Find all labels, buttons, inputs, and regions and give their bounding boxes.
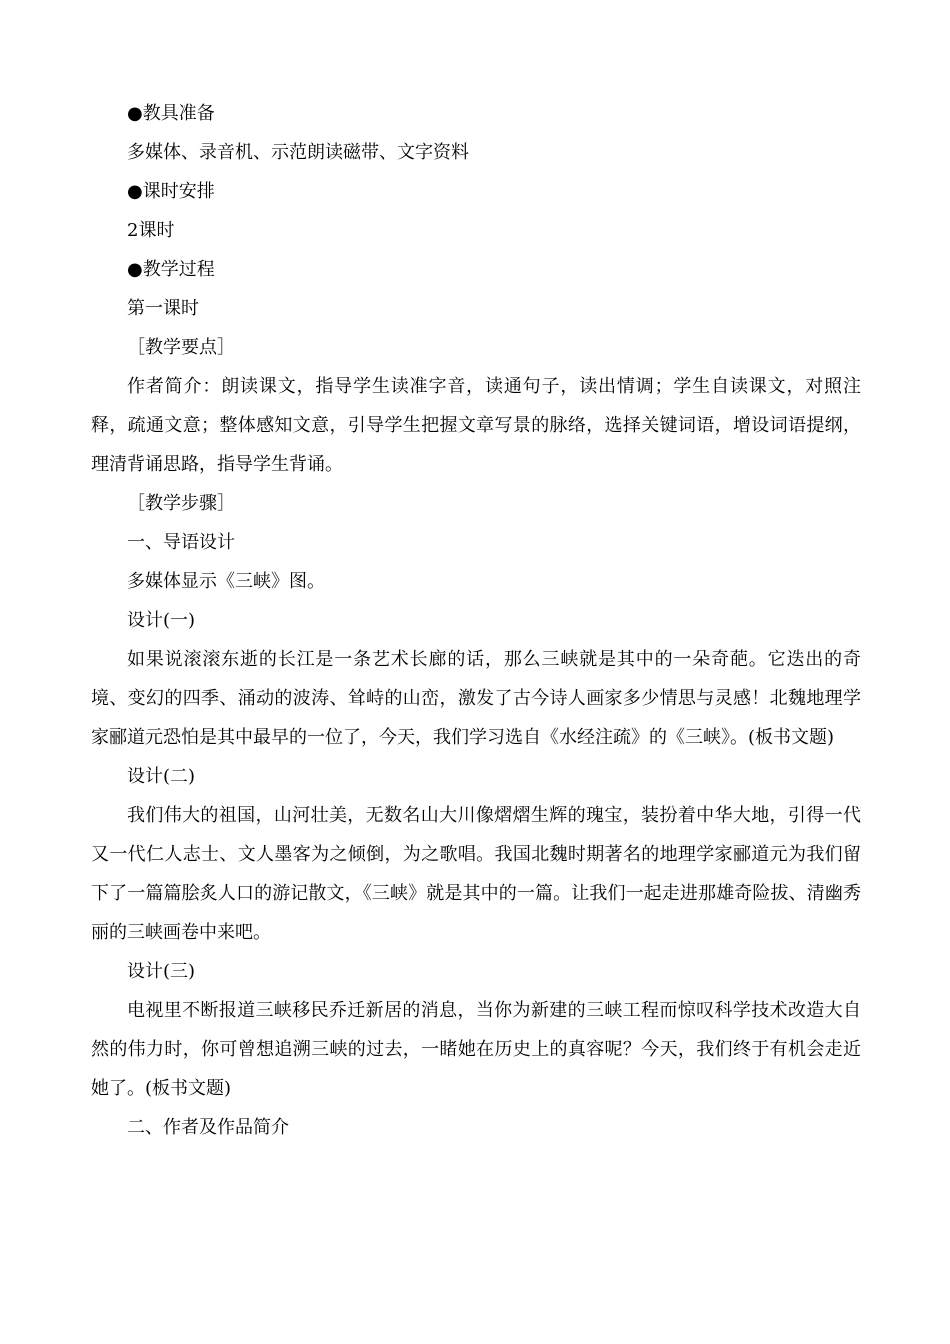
design-three-paragraph: 电视里不断报道三峡移民乔迁新居的消息，当你为新建的三峡工程而惊叹科学技术改造大自然的伟力时，你可曾想追溯三峡的过去，一睹她在历史上的真容呢？今天，我们终于有机会走近她了。(板书文题)	[91, 1000, 861, 1099]
section-author-intro: 二、作者及作品简介	[127, 1117, 289, 1138]
teaching-steps-label: ［教学步骤］	[127, 493, 235, 514]
heading-teaching-process: ●教学过程	[127, 259, 215, 280]
design-two-paragraph: 我们伟大的祖国，山河壮美，无数名山大川像熠熠生辉的瑰宝，装扮着中华大地，引得一代又一代仁人志士、文人墨客为之倾倒，为之歌唱。我国北魏时期著名的地理学家郦道元为我们留下了一篇篇脍炙人口的游记散文，《三峡》就是其中的一篇。让我们一起走进那雄奇险拔、清幽秀丽的三峡画卷中来吧。	[91, 805, 861, 943]
heading-class-hours: ●课时安排	[127, 181, 215, 202]
heading-teaching-aids: ●教具准备	[127, 103, 215, 124]
teaching-points-paragraph: 作者简介：朗读课文，指导学生读准字音，读通句子，读出情调；学生自读课文，对照注释，疏通文意；整体感知文意，引导学生把握文章写景的脉络，选择关键词语，增设词语提纲，理清背诵思路，指导学生背诵。	[91, 376, 861, 475]
multimedia-note: 多媒体显示《三峡》图。	[127, 571, 325, 592]
class-hours-value: 2课时	[127, 220, 175, 241]
design-two-label: 设计(二)	[127, 766, 196, 787]
teaching-points-label: ［教学要点］	[127, 337, 235, 358]
design-one-label: 设计(一)	[127, 610, 196, 631]
design-one-paragraph: 如果说滚滚东逝的长江是一条艺术长廊的话，那么三峡就是其中的一朵奇葩。它迭出的奇境、变幻的四季、涌动的波涛、耸峙的山峦，激发了古今诗人画家多少情思与灵感！北魏地理学家郦道元恐怕是其中最早的一位了，今天，我们学习选自《水经注疏》的《三峡》。(板书文题)	[91, 649, 861, 748]
document-body	[91, 94, 861, 1147]
design-three-label: 设计(三)	[127, 961, 196, 982]
first-lesson-heading: 第一课时	[127, 298, 199, 319]
section-intro-design: 一、导语设计	[127, 532, 235, 553]
teaching-aids-list: 多媒体、录音机、示范朗读磁带、文字资料	[127, 142, 469, 163]
